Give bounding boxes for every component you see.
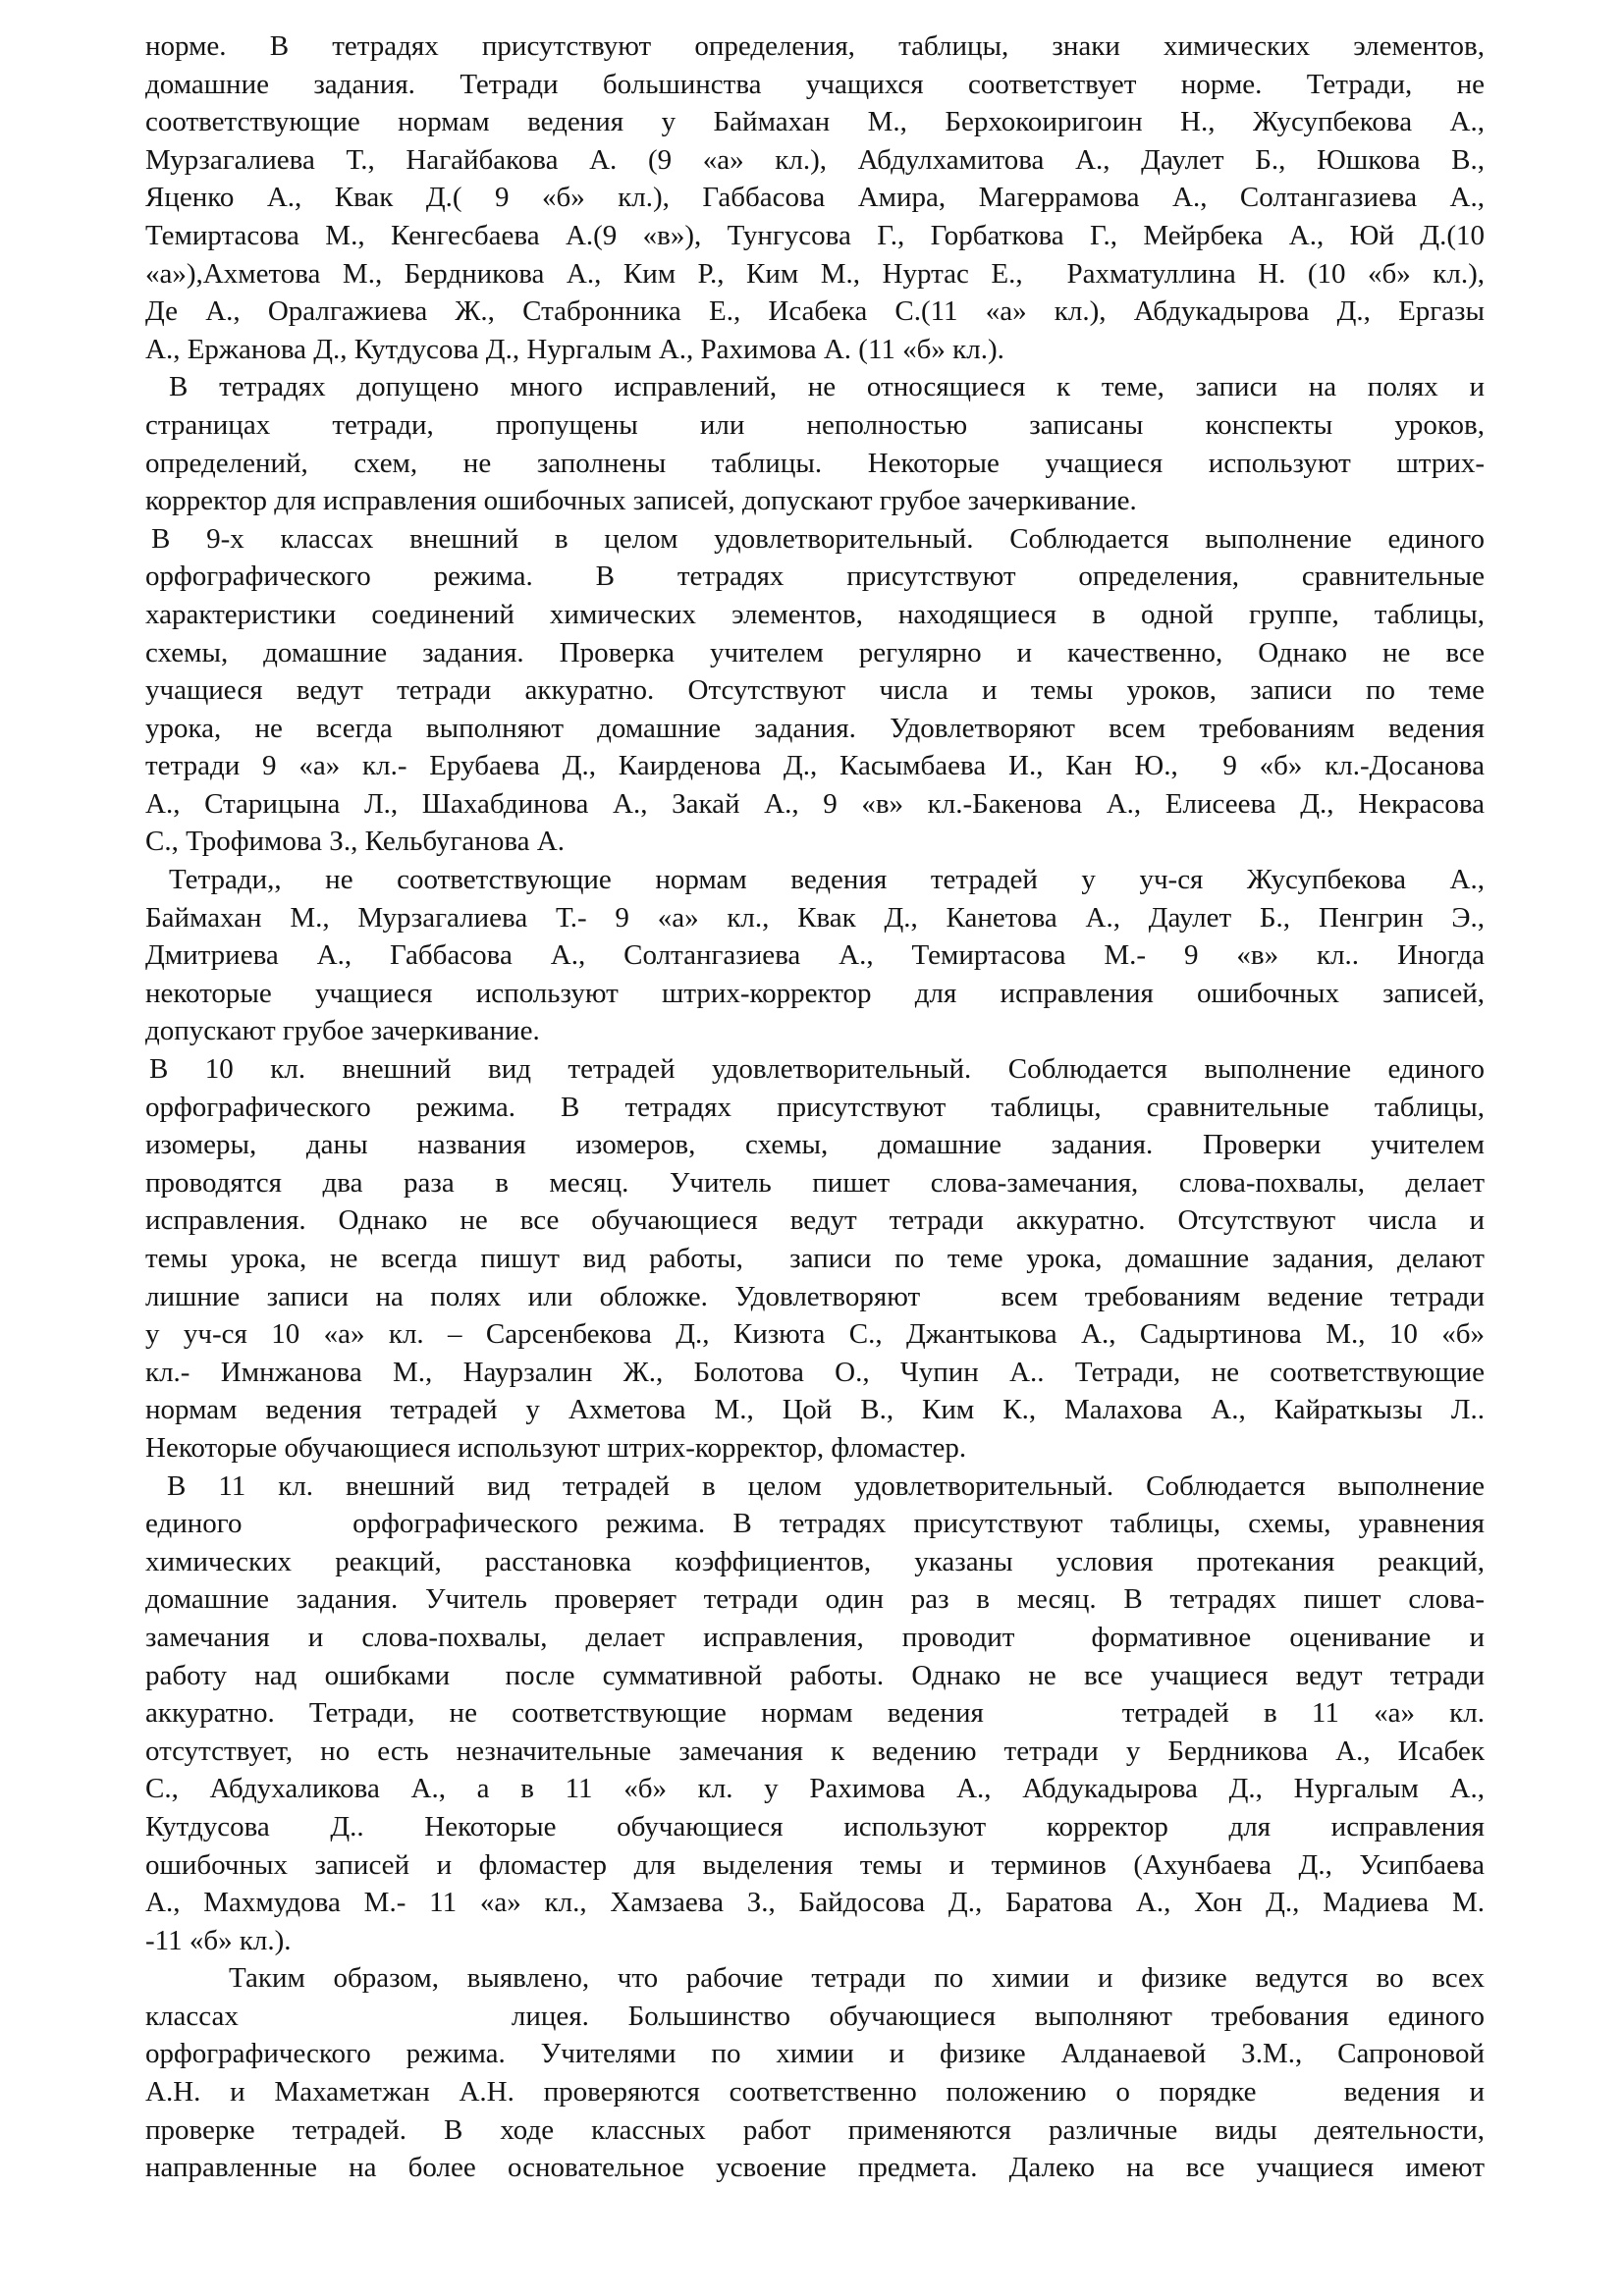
text-line: В 9-х классах внешний в целом удовлетворительный. Соблюдается выполнение единого (151, 522, 1485, 555)
text-line: определений, схем, не заполнены таблицы. Некоторые учащиеся используют штрих- (145, 447, 1485, 479)
text-line: единого орфографического режима. В тетрадях присутствуют таблицы, схемы, уравнения (145, 1508, 1485, 1540)
text-line: орфографического режима. В тетрадях присутствуют таблицы, сравнительные таблицы, (145, 1091, 1485, 1123)
text-line: кл.- Имнжанова М., Наурзалин Ж., Болотова О., Чупин А.. Тетради, не соответствующие (145, 1356, 1485, 1388)
text-line: замечания и слова-похвалы, делает исправления, проводит формативное оценивание и (145, 1621, 1485, 1653)
text-line: ошибочных записей и фломастер для выделения темы и терминов (Ахунбаева Д., Усипбаева (145, 1848, 1485, 1881)
text-line: работу над ошибками после суммативной работы. Однако не все учащиеся ведут тетради (145, 1659, 1485, 1691)
text-line: проверке тетрадей. В ходе классных работ применяются различные виды деятельности, (145, 2113, 1485, 2146)
text-line: Темиртасова М., Кенгесбаева А.(9 «в»), Тунгусова Г., Горбаткова Г., Мейрбека А., Юй Д.(10 (145, 219, 1485, 251)
text-line: «а»),Ахметова М., Бердникова А., Ким Р., Ким М., Нуртас Е., Рахматуллина Н. (10 «б» кл.), (145, 257, 1485, 290)
text-line: В 11 кл. внешний вид тетрадей в целом удовлетворительный. Соблюдается выполнение (167, 1469, 1485, 1502)
paragraph (145, 1050, 1485, 1468)
text-line: изомеры, даны названия изомеров, схемы, домашние задания. Проверки учителем (145, 1129, 1485, 1161)
text-line: нормам ведения тетрадей у Ахметова М., Цой В., Ким К., Малахова А., Кайраткызы Л.. (145, 1394, 1485, 1426)
text-line: отсутствует, но есть незначительные замечания к ведению тетради у Бердникова А., Исабек (145, 1735, 1485, 1767)
document-body (145, 27, 1485, 2187)
text-line: -11 «б» кл.). (145, 1924, 292, 1956)
text-line: тетради 9 «а» кл.- Ерубаева Д., Каирденова Д., Касымбаева И., Кан Ю., 9 «б» кл.-Досанова (145, 750, 1485, 782)
paragraph (145, 1959, 1485, 2187)
text-line: Кутдусова Д.. Некоторые обучающиеся используют корректор для исправления (145, 1810, 1485, 1842)
text-line: допускают грубое зачеркивание. (145, 1015, 540, 1047)
text-line: домашние задания. Учитель проверяет тетради один раз в месяц. В тетрадях пишет слова- (145, 1583, 1485, 1616)
text-line: орфографического режима. В тетрадях присутствуют определения, сравнительные (145, 561, 1485, 593)
text-line: Баймахан М., Мурзагалиева Т.- 9 «а» кл., Квак Д., Канетова А., Даулет Б., Пенгрин Э., (145, 901, 1485, 934)
text-line: схемы, домашние задания. Проверка учителем регулярно и качественно, Однако не все (145, 636, 1485, 668)
text-line: С., Трофимова З., Кельбуганова А. (145, 826, 565, 858)
text-line: аккуратно. Тетради, не соответствующие нормам ведения тетрадей в 11 «а» кл. (145, 1697, 1485, 1730)
paragraph (145, 368, 1485, 519)
paragraph (145, 1468, 1485, 1960)
text-line: Де А., Оралгажиева Ж., Стабронника Е., Исабека С.(11 «а» кл.), Абдукадырова Д., Ергазы (145, 295, 1485, 328)
text-line: А., Махмудова М.- 11 «а» кл., Хамзаева З., Байдосова Д., Баратова А., Хон Д., Мадиева М. (145, 1887, 1485, 1919)
text-line: направленные на более основательное усвоение предмета. Далеко на все учащиеся имеют (145, 2152, 1485, 2184)
text-line: А., Старицына Л., Шахабдинова А., Закай А., 9 «в» кл.-Бакенова А., Елисеева Д., Некрасова (145, 787, 1485, 820)
text-line: учащиеся ведут тетради аккуратно. Отсутствуют числа и темы уроков, записи по теме (145, 674, 1485, 707)
text-line: Таким образом, выявлено, что рабочие тетради по химии и физике ведутся во всех (229, 1962, 1485, 1995)
text-line: Яценко А., Квак Д.( 9 «б» кл.), Габбасова Амира, Магеррамова А., Солтангазиева А., (145, 182, 1485, 214)
text-line: Тетради,, не соответствующие нормам ведения тетрадей у уч-ся Жусупбекова А., (169, 864, 1485, 896)
text-line: химических реакций, расстановка коэффициентов, указаны условия протекания реакций, (145, 1545, 1485, 1577)
text-line: исправления. Однако не все обучающиеся ведут тетради аккуратно. Отсутствуют числа и (145, 1204, 1485, 1237)
text-line: Некоторые обучающиеся используют штрих-корректор, фломастер. (145, 1431, 967, 1464)
text-line: проводятся два раза в месяц. Учитель пишет слова-замечания, слова-похвалы, делает (145, 1166, 1485, 1199)
text-line: Мурзагалиева Т., Нагайбакова А. (9 «а» кл.), Абдулхамитова А., Даулет Б., Юшкова В., (145, 143, 1485, 176)
text-line: Дмитриева А., Габбасова А., Солтангазиева А., Темиртасова М.- 9 «в» кл.. Иногда (145, 939, 1485, 972)
text-line: соответствующие нормам ведения у Баймахан М., Берхокоиригоин Н., Жусупбекова А., (145, 106, 1485, 138)
text-line: А., Ержанова Д., Кутдусова Д., Нургалым А., Рахимова А. (11 «б» кл.). (145, 333, 1004, 365)
text-line: орфографического режима. Учителями по химии и физике Алданаевой З.М., Сапроновой (145, 2038, 1485, 2070)
text-line: характеристики соединений химических элементов, находящиеся в одной группе, таблицы, (145, 598, 1485, 630)
text-line: А.Н. и Махаметжан А.Н. проверяются соответственно положению о порядке ведения и (145, 2076, 1485, 2109)
paragraph (145, 520, 1485, 861)
text-line: урока, не всегда выполняют домашние задания. Удовлетворяют всем требованиям ведения (145, 712, 1485, 744)
text-line: страницах тетради, пропущены или неполностью записаны конспекты уроков, (145, 408, 1485, 441)
text-line: домашние задания. Тетради большинства учащихся соответствует норме. Тетради, не (145, 68, 1485, 100)
text-line: В 10 кл. внешний вид тетрадей удовлетворительный. Соблюдается выполнение единого (149, 1053, 1485, 1086)
text-line: норме. В тетрадях присутствуют определения, таблицы, знаки химических элементов, (145, 30, 1485, 62)
paragraph (145, 27, 1485, 368)
text-line: темы урока, не всегда пишут вид работы, записи по теме урока, домашние задания, делают (145, 1243, 1485, 1274)
paragraph (145, 861, 1485, 1050)
text-line: лишние записи на полях или обложке. Удовлетворяют всем требованиям ведение тетради (145, 1280, 1485, 1312)
text-line: В тетрадях допущено много исправлений, не относящиеся к теме, записи на полях и (169, 371, 1485, 403)
text-line: С., Абдухаликова А., а в 11 «б» кл. у Рахимова А., Абдукадырова Д., Нургалым А., (145, 1773, 1485, 1805)
text-line: некоторые учащиеся используют штрих-корректор для исправления ошибочных записей, (145, 977, 1485, 1009)
text-line: классах лицея. Большинство обучающиеся выполняют требования единого (145, 2000, 1485, 2032)
text-line: корректор для исправления ошибочных записей, допускают грубое зачеркивание. (145, 485, 1137, 517)
text-line: у уч-ся 10 «а» кл. – Сарсенбекова Д., Кизюта С., Джантыкова А., Садыртинова М., 10 «б» (145, 1318, 1485, 1351)
